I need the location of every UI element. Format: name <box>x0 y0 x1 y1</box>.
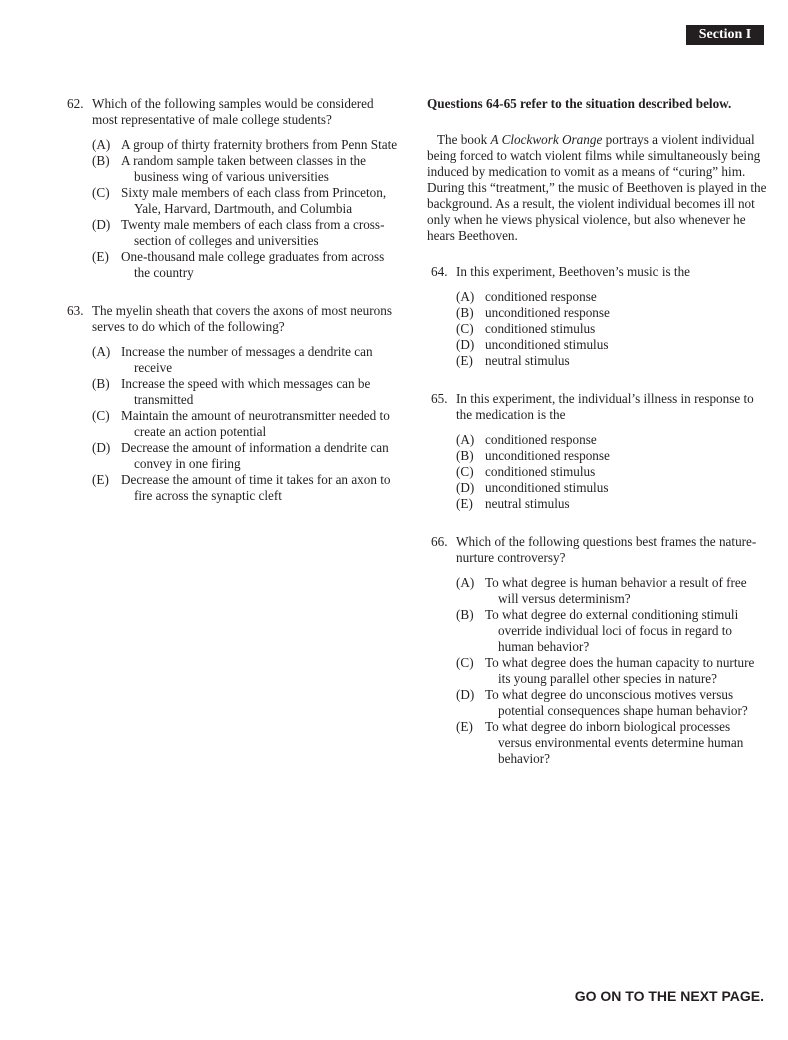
question-group-header: Questions 64-65 refer to the situation described below. <box>427 96 732 111</box>
answer-option-b[interactable] <box>456 607 767 655</box>
option-text: Sixty male members of each class from Princeton, Yale, Harvard, Dartmouth, and Columbia <box>121 185 387 216</box>
section-badge: Section I <box>686 25 764 45</box>
option-text: Twenty male members of each class from a cross-section of colleges and universities <box>121 217 385 248</box>
option-letter: (B) <box>92 376 110 391</box>
answer-option-c[interactable] <box>456 464 767 480</box>
option-letter: (B) <box>456 305 474 320</box>
option-letter: (C) <box>456 321 474 336</box>
answer-option-a[interactable] <box>456 289 767 305</box>
question-text: Which of the following questions best frames the nature-nurture controversy? <box>456 534 757 565</box>
option-letter: (D) <box>456 687 475 702</box>
option-text: conditioned response <box>485 289 597 304</box>
question-text: The myelin sheath that covers the axons of most neurons serves to do which of the following? <box>92 303 392 334</box>
question-stem <box>67 303 402 335</box>
option-text: To what degree do unconscious motives versus potential consequences shape human behavior? <box>485 687 748 718</box>
option-letter: (B) <box>456 448 474 463</box>
answer-option-d[interactable] <box>92 217 402 249</box>
option-text: neutral stimulus <box>485 353 570 368</box>
answer-options <box>456 432 767 512</box>
answer-options <box>92 344 402 504</box>
answer-option-b[interactable] <box>92 376 402 408</box>
option-letter: (E) <box>456 496 473 511</box>
next-page-notice: GO ON TO THE NEXT PAGE. <box>574 988 764 1004</box>
option-letter: (C) <box>92 185 110 200</box>
answer-option-b[interactable] <box>92 153 402 185</box>
option-letter: (D) <box>456 337 475 352</box>
question-66 <box>431 534 767 767</box>
option-text: unconditioned stimulus <box>485 480 609 495</box>
left-column <box>67 96 402 526</box>
option-text: To what degree is human behavior a result of free will versus determinism? <box>485 575 747 606</box>
option-letter: (E) <box>456 353 473 368</box>
option-text: conditioned stimulus <box>485 464 596 479</box>
answer-options <box>456 575 767 767</box>
question-stem <box>431 534 767 566</box>
answer-option-a[interactable] <box>456 432 767 448</box>
option-text: unconditioned response <box>485 448 610 463</box>
question-text: Which of the following samples would be considered most representative of male college students? <box>92 96 374 127</box>
question-stem <box>431 264 767 280</box>
option-text: A random sample taken between classes in the business wing of various universities <box>121 153 366 184</box>
answer-option-c[interactable] <box>92 185 402 217</box>
option-text: neutral stimulus <box>485 496 570 511</box>
option-text: conditioned stimulus <box>485 321 596 336</box>
option-text: To what degree does the human capacity to nurture its young parallel other species in nature? <box>485 655 755 686</box>
question-number: 66. <box>431 534 448 549</box>
option-letter: (A) <box>92 344 111 359</box>
answer-option-a[interactable] <box>456 575 767 607</box>
option-text: One-thousand male college graduates from across the country <box>121 249 385 280</box>
answer-option-e[interactable] <box>456 353 767 369</box>
question-number: 65. <box>431 391 448 406</box>
book-title: A Clockwork Orange <box>490 132 603 147</box>
answer-option-c[interactable] <box>92 408 402 440</box>
option-letter: (E) <box>456 719 473 734</box>
option-letter: (C) <box>456 464 474 479</box>
question-62 <box>67 96 402 281</box>
option-letter: (B) <box>456 607 474 622</box>
answer-option-a[interactable] <box>92 137 402 153</box>
question-number: 64. <box>431 264 448 279</box>
answer-option-a[interactable] <box>92 344 402 376</box>
option-letter: (D) <box>456 480 475 495</box>
right-column <box>427 96 767 789</box>
question-stem <box>431 391 767 423</box>
option-text: Maintain the amount of neurotransmitter needed to create an action potential <box>121 408 390 439</box>
question-number: 62. <box>67 96 84 111</box>
option-text: unconditioned stimulus <box>485 337 609 352</box>
option-text: A group of thirty fraternity brothers from Penn State <box>121 137 398 152</box>
answer-option-b[interactable] <box>456 305 767 321</box>
question-text: In this experiment, Beethoven’s music is the <box>456 264 691 279</box>
option-text: Increase the number of messages a dendrite can receive <box>121 344 373 375</box>
question-text: In this experiment, the individual’s illness in response to the medication is the <box>456 391 754 422</box>
option-letter: (D) <box>92 217 111 232</box>
passage-body: portrays a violent individual being forced to watch violent films while simultaneously being induced by medication to vomit as a means of “curing” him. During this “treatment,” the music of Beethoven is played in the background. As a result, the violent individual becomes ill not only when he views physical violence, but also whenever he hears Beethoven. <box>427 132 767 243</box>
answer-option-d[interactable] <box>456 337 767 353</box>
option-text: Increase the speed with which messages can be transmitted <box>121 376 371 407</box>
option-letter: (E) <box>92 249 109 264</box>
question-number: 63. <box>67 303 84 318</box>
option-letter: (A) <box>92 137 111 152</box>
answer-option-d[interactable] <box>456 687 767 719</box>
answer-option-e[interactable] <box>456 719 767 767</box>
reading-passage <box>427 132 767 244</box>
option-letter: (C) <box>92 408 110 423</box>
option-letter: (B) <box>92 153 110 168</box>
answer-options <box>456 289 767 369</box>
answer-options <box>92 137 402 281</box>
passage-intro: The book <box>437 132 491 147</box>
question-64 <box>431 264 767 369</box>
option-letter: (A) <box>456 575 475 590</box>
question-stem <box>67 96 402 128</box>
option-text: unconditioned response <box>485 305 610 320</box>
option-letter: (D) <box>92 440 111 455</box>
answer-option-d[interactable] <box>456 480 767 496</box>
option-letter: (A) <box>456 432 475 447</box>
option-text: To what degree do external conditioning stimuli override individual loci of focus in regard to human behavior? <box>485 607 739 654</box>
question-65 <box>431 391 767 512</box>
answer-option-c[interactable] <box>456 655 767 687</box>
option-letter: (A) <box>456 289 475 304</box>
answer-option-e[interactable] <box>456 496 767 512</box>
option-text: conditioned response <box>485 432 597 447</box>
option-text: To what degree do inborn biological processes versus environmental events determine human behavior? <box>485 719 744 766</box>
option-text: Decrease the amount of time it takes for an axon to fire across the synaptic cleft <box>121 472 391 503</box>
answer-option-e[interactable] <box>92 249 402 281</box>
answer-option-b[interactable] <box>456 448 767 464</box>
question-63 <box>67 303 402 504</box>
option-letter: (C) <box>456 655 474 670</box>
option-letter: (E) <box>92 472 109 487</box>
option-text: Decrease the amount of information a dendrite can convey in one firing <box>121 440 389 471</box>
answer-option-c[interactable] <box>456 321 767 337</box>
answer-option-d[interactable] <box>92 440 402 472</box>
answer-option-e[interactable] <box>92 472 402 504</box>
